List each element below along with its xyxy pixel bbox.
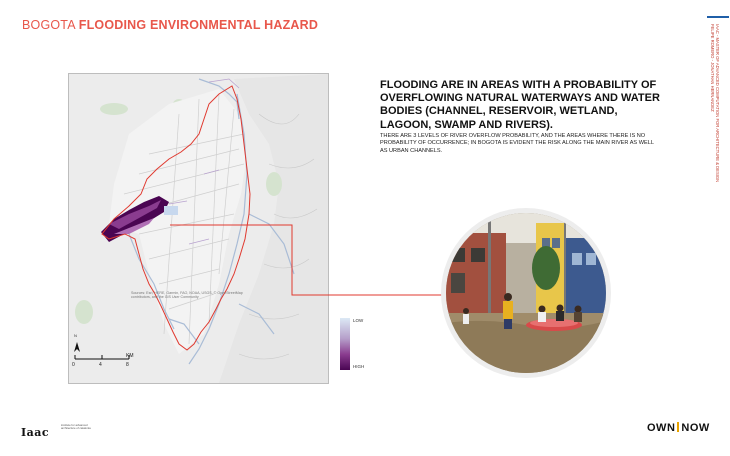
iaac-logo-small: institute for advanced architecture of catalonia (61, 423, 91, 431)
legend-low-label: LOW (353, 318, 364, 323)
north-label: N (74, 333, 77, 338)
ownnow-logo-divider (677, 422, 679, 432)
ownnow-logo-a: OWN (647, 422, 676, 434)
ownnow-logo (647, 422, 710, 434)
credit-line-1: IAAC - MASTER OF ADVANCED COMPUTATION FOR ARCHITECTURE & DESIGN (715, 24, 720, 183)
legend-high-label: HIGH (353, 364, 365, 369)
iaac-logo-mark: Iaac (21, 426, 50, 439)
body-text: THERE ARE 3 LEVELS OF RIVER OVERFLOW PROBABILITY, AND THE AREAS WHERE THERE IS NO PROBABILITY OF OCCURRENCE; IN BOGOTA IS EVIDENT THE RISK ALONG THE MAIN RIVER AS WELL AS URBAN CHANNELS. (380, 133, 654, 154)
title-place: BOGOTA (22, 18, 76, 32)
scale-label-8: 8 (126, 362, 129, 368)
ownnow-logo-b: NOW (681, 422, 710, 434)
credit-line-2: FELIPE ROMERO - JONATHAN HERNANDEZ (710, 24, 715, 112)
headline: FLOODING ARE IN AREAS WITH A PROBABILITY OF OVERFLOWING NATURAL WATERWAYS AND WATER BODIES (CHANNEL, RESERVOIR, WETLAND, LAGOON, SWAMP AND RIVERS). (380, 79, 660, 131)
flood-photo-illustration (446, 213, 606, 373)
map-attribution: Sources: Esri, HERE, Garmin, FAO, NOAA, USGS, © OpenStreetMap contributors, and the GIS User Community (131, 291, 243, 300)
iaac-logo (21, 423, 91, 441)
title-main: FLOODING ENVIRONMENTAL HAZARD (78, 18, 319, 32)
scale-label-4: 4 (99, 362, 102, 368)
scale-unit: KM (126, 353, 134, 359)
scale-label-0: 0 (72, 362, 75, 368)
flood-photo (446, 213, 606, 373)
